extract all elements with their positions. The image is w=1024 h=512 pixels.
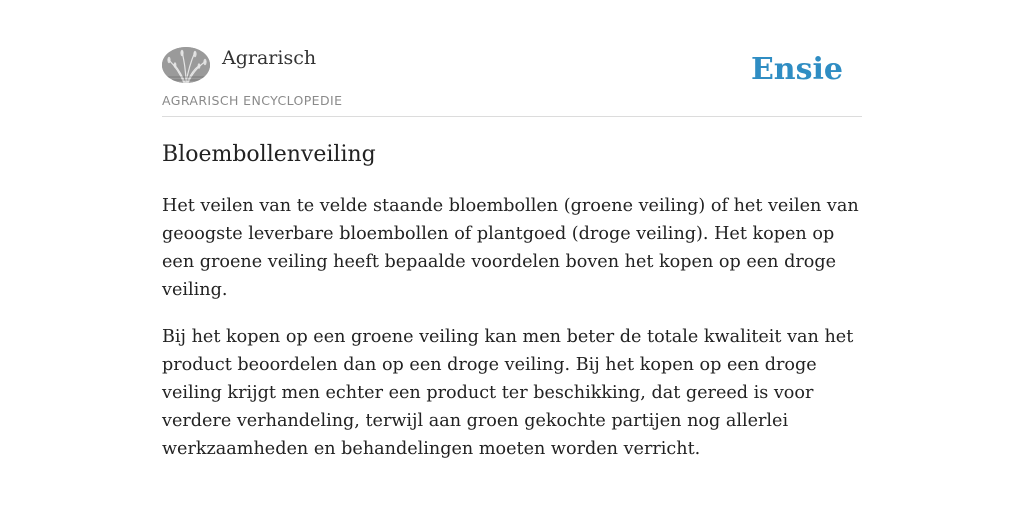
source-header: [162, 44, 862, 117]
article-paragraph-1: Het veilen van te velde staande bloembollen (groene veiling) of het veilen van geoogste leverbare bloembollen of plantgoed (droge veiling). Het kopen op een groene veiling heeft bepaalde voordelen boven het kopen op een droge veiling.: [162, 196, 859, 300]
article-title: Bloembollenveiling: [162, 142, 376, 167]
source-avatar[interactable]: [162, 47, 210, 83]
source-name[interactable]: Agrarisch: [222, 47, 317, 69]
source-subtitle[interactable]: AGRARISCH ENCYCLOPEDIE: [162, 93, 343, 108]
wheat-icon: [162, 47, 210, 83]
ensie-logo-link[interactable]: Ensie: [750, 52, 843, 87]
article-paragraph-2: Bij het kopen op een groene veiling kan men beter de totale kwaliteit van het product beoordelen dan op een droge veiling. Bij het kopen op een droge veiling krijgt men echter een product ter beschikking, dat gereed is voor verdere verhandeling, terwijl aan groen gekochte partijen nog allerlei werkzaamheden en behandelingen moeten worden verricht.: [162, 327, 854, 459]
article-body: [162, 192, 862, 482]
